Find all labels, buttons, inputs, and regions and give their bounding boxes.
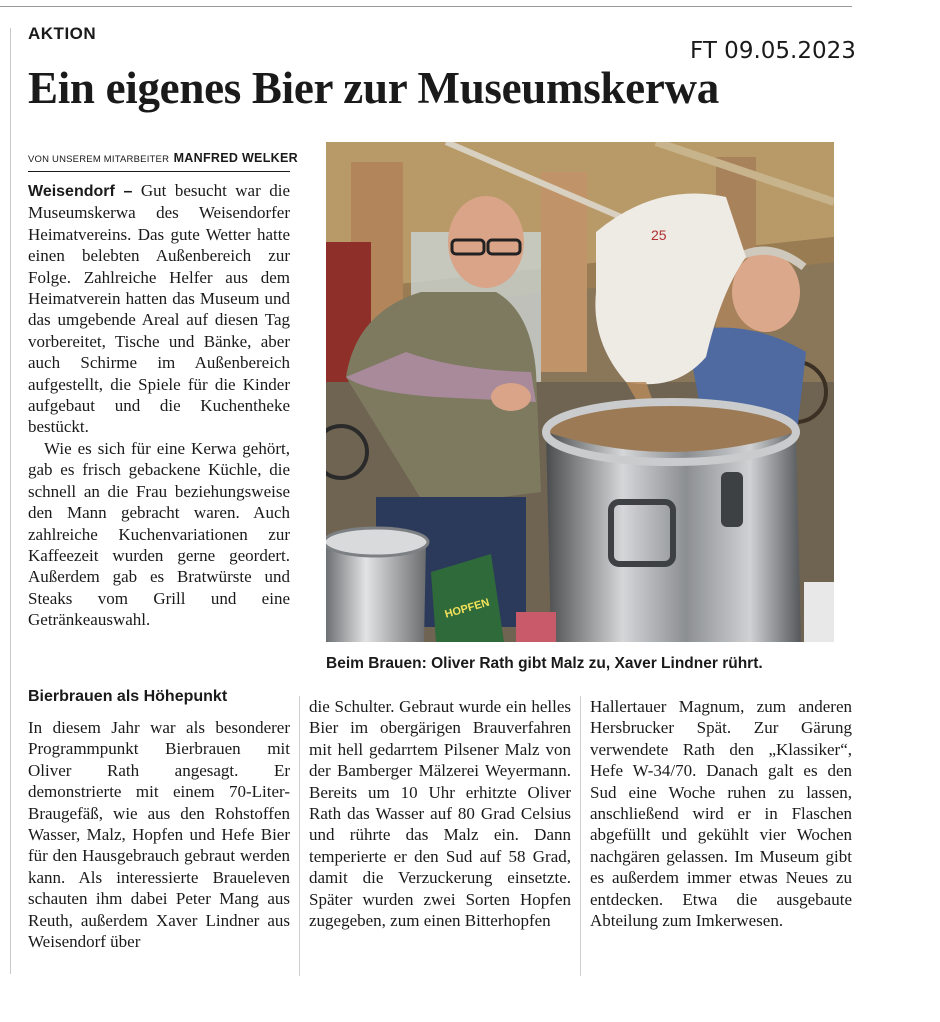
- byline-prefix: VON UNSEREM MITARBEITER: [28, 154, 170, 165]
- sack-print: 25: [651, 227, 667, 243]
- column-rule: [299, 696, 300, 976]
- hops-label: HOPFEN: [443, 596, 491, 621]
- left-margin-rule: [10, 28, 11, 974]
- dateline-city: Weisendorf –: [28, 183, 133, 200]
- intro-text: Gut besucht war die Museumskerwa des Weisendorfer Heimatvereins. Das gute Wetter hatte einen belebten Außenbereich zur Folge. Zahlreiche Helfer aus dem Heimatverein hatten das Museum und das umgebende Areal auf diesen Tag vorbereitet, Tische und Bänke, aber auch Schirme im Außenbereich aufgestellt, die Spiele für die Kinder aufgebaut und die Kuchentheke bestückt.: [28, 181, 291, 437]
- kettle-latch: [721, 472, 743, 527]
- article-column-1-top: [28, 180, 290, 631]
- column-rule: [580, 696, 581, 976]
- man-left-head: [448, 196, 524, 288]
- body-paragraph-5: Hallertauer Magnum, zum anderen Hersbrucker Spät. Zur Gärung verwendete Rath den „Klassiker“, Hefe W-34/70. Danach galt es den Sud eine Woche ruhen zu lassen, anschließend wird er in Flaschen abgefüllt und gekühlt vier Wochen nachgären gelassen. Im Museum gibt es außerdem immer etwas Neues zu entdecken. Etwa die ausgebaute Abteilung zum Imkerwesen.: [590, 697, 852, 931]
- section-subheading: Bierbrauen als Höhepunkt: [28, 688, 228, 705]
- body-paragraph-3: In diesem Jahr war als besonderer Programmpunkt Bierbrauen mit Oliver Rath angesagt. Er demonstrierte mit einem 70-Liter-Braugefäß, wie aus den Rohstoffen Wasser, Malz, Hopfen und Hefe Bier für den Hausgebrauch gebraut werden kann. Als interessierte Braueleven schauten ihm dabei Peter Mang aus Reuth, außerdem Xaver Lindner aus Weisendorf über: [28, 718, 290, 952]
- article-headline: Ein eigenes Bier zur Museumskerwa: [28, 63, 719, 113]
- article-column-1-bottom: [28, 717, 290, 952]
- brewing-photo-illustration: [326, 142, 834, 642]
- man-right-head: [732, 252, 800, 332]
- body-paragraph-4: die Schulter. Gebraut wurde ein helles Bier im obergärigen Brauverfahren mit hell gedarrtem Pilsener Malz von der Bamberger Mälzerei Weyermann. Bereits um 10 Uhr erhitzte Oliver Rath das Wasser auf 80 Grad Celsius und rührte das Malz ein. Dann temperierte er den Sud auf 58 Grad, damit die Verzuckerung einsetzte. Später wurden zwei Sorten Hopfen zugegeben, zum einen Bitterhopfen: [309, 697, 571, 931]
- byline-author: MANFRED WELKER: [173, 151, 298, 165]
- man-left-hand: [491, 383, 531, 411]
- table-item: [804, 582, 834, 642]
- photo-caption: Beim Brauen: Oliver Rath gibt Malz zu, Xaver Lindner rührt.: [326, 655, 763, 672]
- body-paragraph-2: Wie es sich für eine Kerwa gehört, gab es frisch gebackene Küchle, die schnell an die Frau beziehungsweise den Mann gebracht waren. Auch zahlreiche Kuchenvariationen zur Kaffeezeit wurden gerne geordert. Außerdem gab es Bratwürste und Steaks vom Grill und eine Getränkeauswahl.: [28, 438, 290, 630]
- section-kicker: AKTION: [28, 24, 97, 43]
- article-column-3: [590, 696, 852, 931]
- article-photo: [326, 142, 834, 642]
- publication-date: FT 09.05.2023: [690, 38, 856, 64]
- table-item: [516, 612, 556, 642]
- top-rule: [0, 6, 852, 7]
- intro-paragraph: [28, 180, 290, 438]
- byline: [28, 149, 298, 172]
- article-column-2: [309, 696, 571, 931]
